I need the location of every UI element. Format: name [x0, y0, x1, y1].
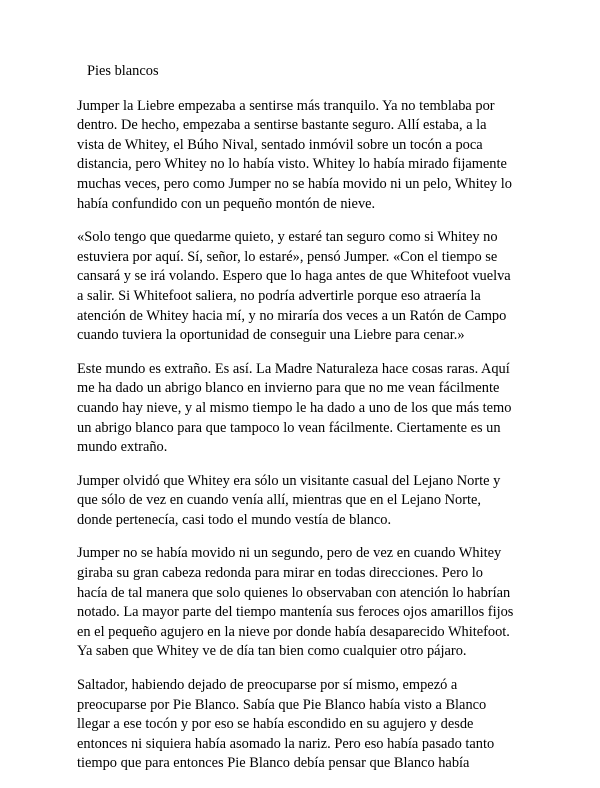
text-line: en el pequeño agujero en la nieve por donde había desaparecido Whitefoot. [77, 623, 510, 640]
text-line: «Solo tengo que quedarme quieto, y estaré tan seguro como si Whitey no [77, 229, 498, 246]
paragraph [77, 544, 531, 662]
text-line: había confundido con un pequeño montón de nieve. [77, 195, 376, 212]
paragraph [77, 228, 531, 346]
text-line: que sólo de vez en cuando venía allí, mientras que en el Lejano Norte, [77, 492, 481, 509]
paragraph [77, 472, 531, 531]
paragraph-list [77, 97, 531, 774]
text-line: dentro. De hecho, empezaba a sentirse bastante seguro. Allí estaba, a la [77, 117, 487, 134]
text-line: distancia, pero Whitey no lo había visto. Whitey lo había mirado fijamente [77, 156, 507, 173]
text-line: Jumper la Liebre empezaba a sentirse más tranquilo. Ya no temblaba por [77, 97, 495, 114]
text-line: Jumper no se había movido ni un segundo, pero de vez en cuando Whitey [77, 545, 502, 562]
text-line: cuando tuviera la oportunidad de conseguir una Liebre para cenar.» [77, 327, 465, 344]
text-line: me ha dado un abrigo blanco en invierno para que no me vean fácilmente [77, 380, 500, 397]
text-line: Saltador, habiendo dejado de preocuparse por sí mismo, empezó a [77, 677, 458, 694]
text-line: mundo extraño. [77, 439, 168, 456]
text-line: vista de Whitey, el Búho Nival, sentado inmóvil sobre un tocón a poca [77, 136, 483, 153]
paragraph [77, 97, 531, 215]
text-line: cuando hay nieve, y al mismo tiempo le ha dado a uno de los que más temo [77, 399, 512, 416]
text-line: preocuparse por Pie Blanco. Sabía que Pie Blanco había visto a Blanco [77, 696, 487, 713]
text-line: estuviera por aquí. Sí, señor, lo estaré», pensó Jumper. «Con el tiempo se [77, 248, 498, 265]
text-line: muchas veces, pero como Jumper no se había movido ni un pelo, Whitey lo [77, 175, 512, 192]
text-line: giraba su gran cabeza redonda para mirar en todas direcciones. Pero lo [77, 565, 483, 582]
text-line: donde pertenecía, casi todo el mundo vestía de blanco. [77, 511, 392, 528]
paragraph [77, 676, 531, 774]
text-line: notado. La mayor parte del tiempo mantenía sus feroces ojos amarillos fijos [77, 604, 514, 621]
text-line: Ya saben que Whitey ve de día tan bien como cualquier otro pájaro. [77, 643, 467, 660]
text-line: Este mundo es extraño. Es así. La Madre Naturaleza hace cosas raras. Aquí [77, 360, 510, 377]
text-line: Jumper olvidó que Whitey era sólo un visitante casual del Lejano Norte y [77, 472, 501, 489]
document-title: Pies blancos [87, 63, 159, 79]
paragraph [77, 360, 531, 458]
text-line: atención de Whitey hacia mí, y no miraría dos veces a un Ratón de Campo [77, 307, 507, 324]
document-body [77, 62, 531, 788]
text-line: un abrigo blanco para que tampoco lo vean fácilmente. Ciertamente es un [77, 419, 501, 436]
text-line: a salir. Si Whitefoot saliera, no podría advertirle porque eso atraería la [77, 287, 481, 304]
text-line: hacía de tal manera que solo quienes lo observaban con atención lo habrían [77, 584, 511, 601]
text-line: llegar a ese tocón y por eso se había escondido en su agujero y desde [77, 716, 474, 733]
text-line: cansará y se irá volando. Espero que lo haga antes de que Whitefoot vuelva [77, 268, 511, 285]
text-line: entonces ni siquiera había asomado la nariz. Pero eso había pasado tanto [77, 735, 495, 752]
text-line: tiempo que para entonces Pie Blanco debía pensar que Blanco había [77, 755, 470, 772]
